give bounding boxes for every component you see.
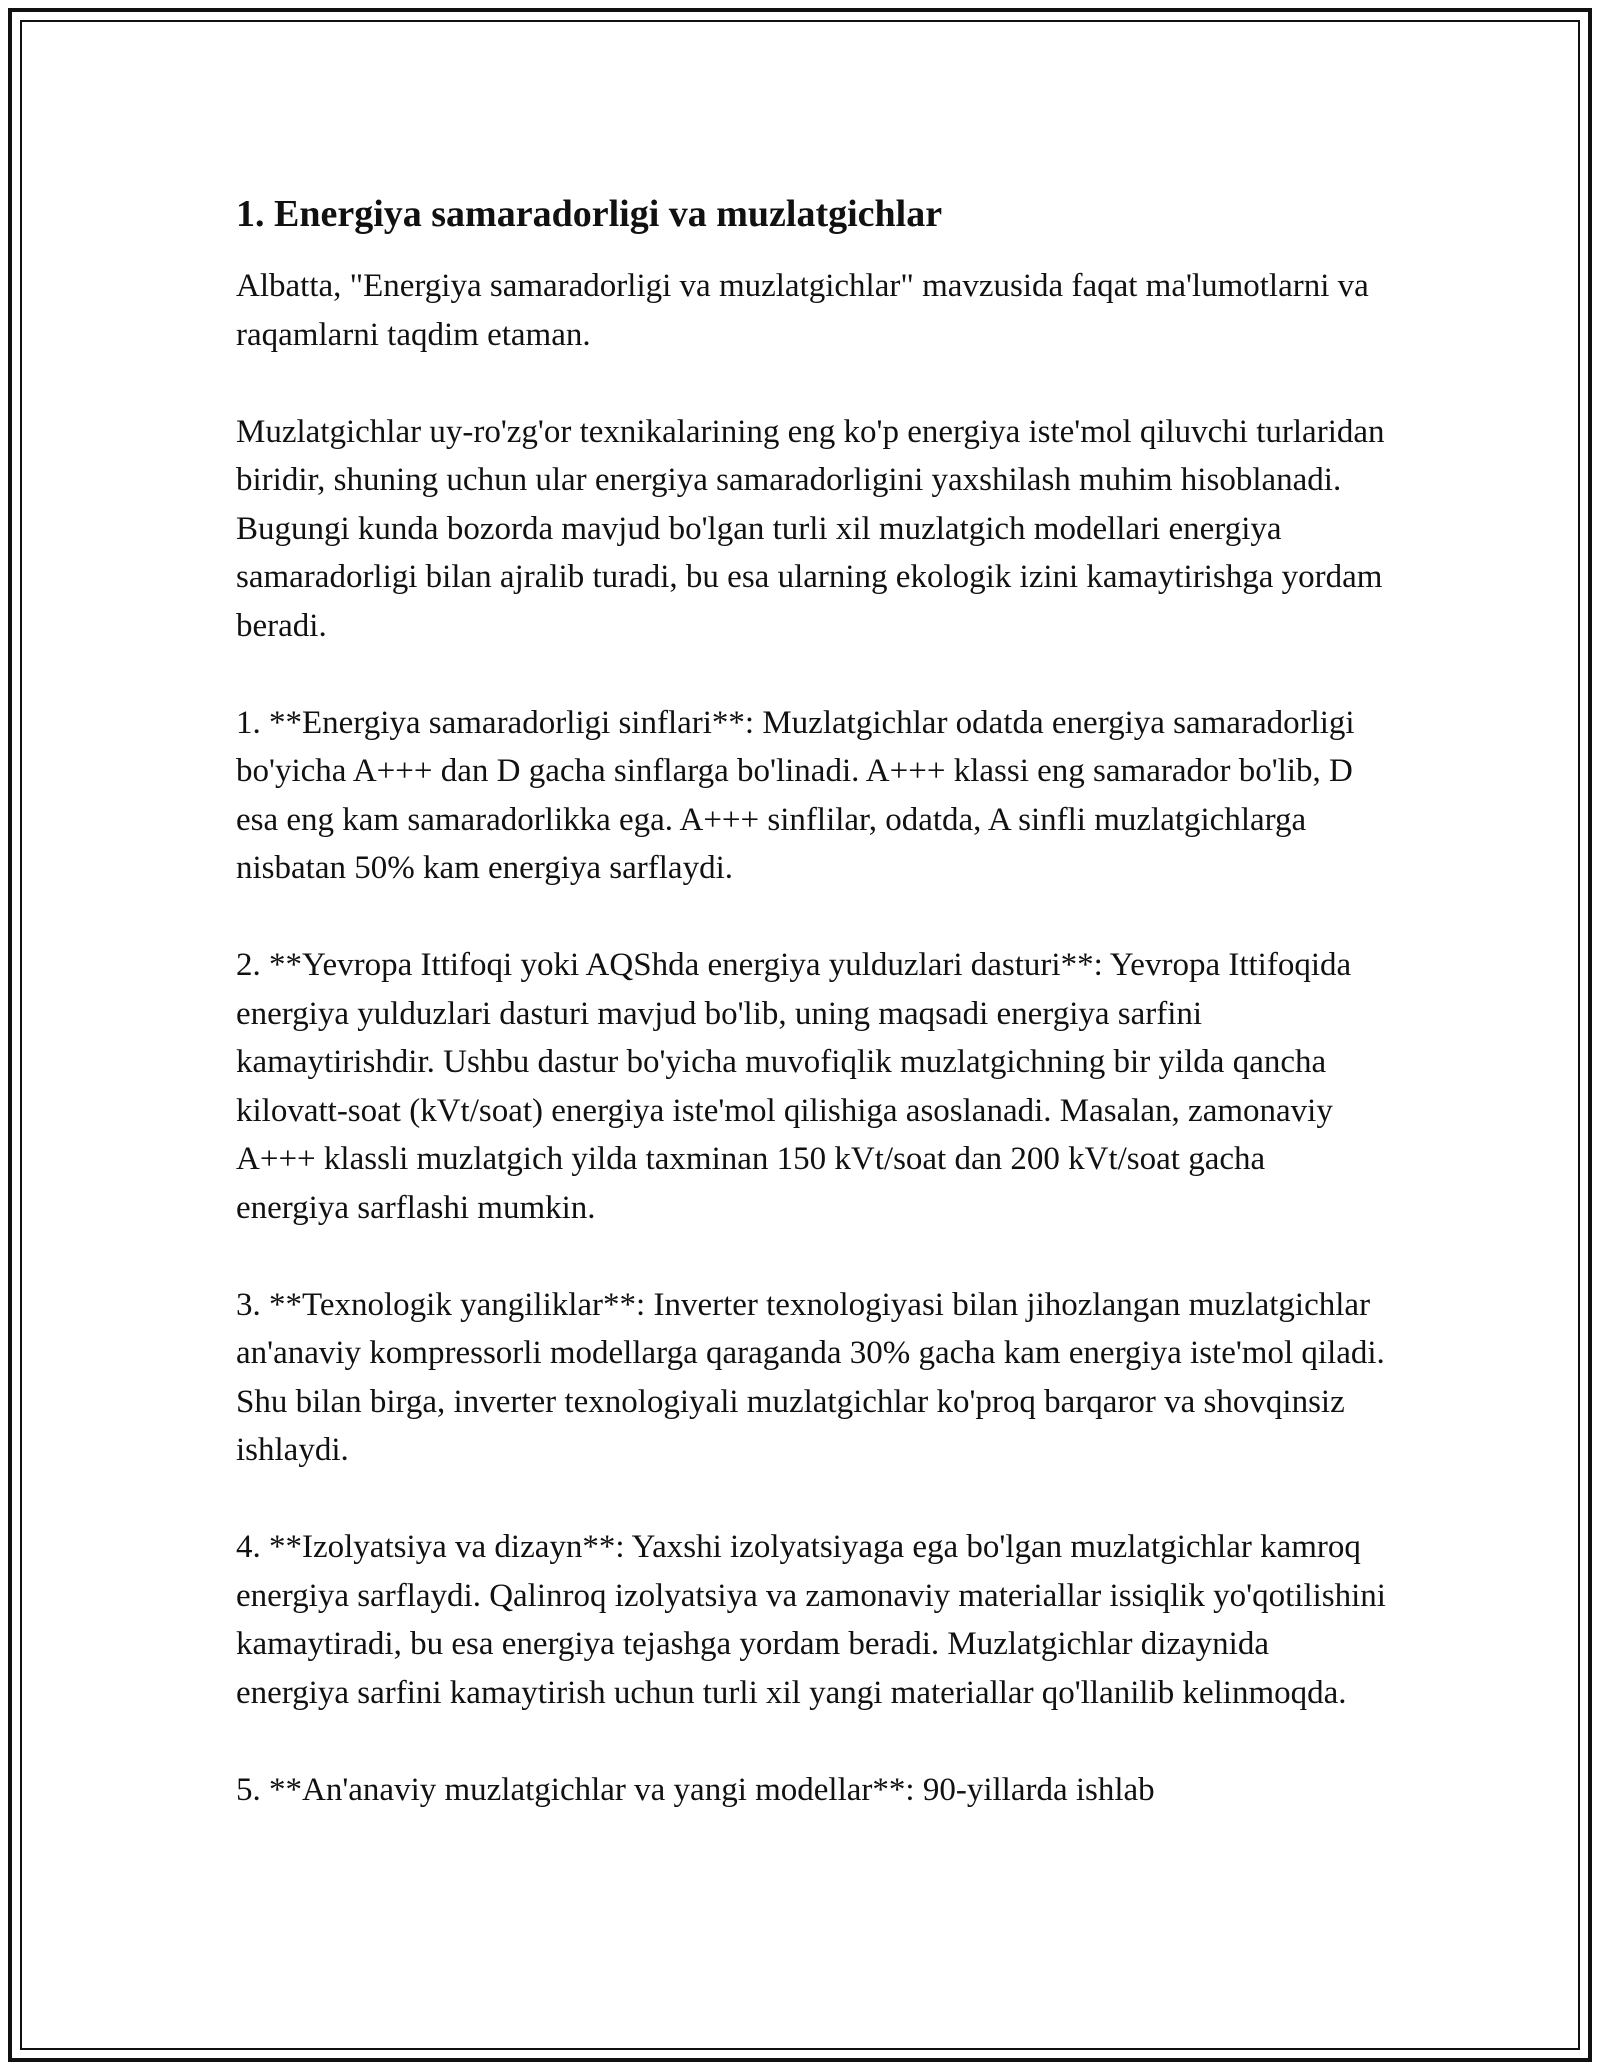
list-item-technology: 3. **Texnologik yangiliklar**: Inverter texnologiyasi bilan jihozlangan muzlatgichlar an'anaviy kompressorli modellarga qaraganda 30% gacha kam energiya iste'mol qiladi. Shu bilan birga, inverter texnologiyali muzlatgichlar ko'proq barqaror va shovqinsiz ishlaydi. — [236, 1286, 1385, 1468]
overview-paragraph: Muzlatgichlar uy-ro'zg'or texnikalarining eng ko'p energiya iste'mol qiluvchi turlaridan biridir, shuning uchun ular energiya samaradorligini yaxshilash muhim hisoblanadi. Bugungi kunda bozorda mavjud bo'lgan turli xil muzlatgich modellari energiya samaradorligi bilan ajralib turadi, bu esa ularning ekologik izini kamaytirishga yordam beradi. — [236, 413, 1385, 644]
list-item-insulation-design: 4. **Izolyatsiya va dizayn**: Yaxshi izolyatsiyaga ega bo'lgan muzlatgichlar kamroq energiya sarflaydi. Qalinroq izolyatsiya va zamonaviy materiallar issiqlik yo'qotilishini kamaytiradi, bu esa energiya tejashga yordam beradi. Muzlatgichlar dizaynida energiya sarfini kamaytirish uchun turli xil yangi materiallar qo'llanilib kelinmoqda. — [236, 1529, 1386, 1711]
list-item-efficiency-classes: 1. **Energiya samaradorligi sinflari**: Muzlatgichlar odatda energiya samaradorligi bo'yicha A+++ dan D gacha sinflarga bo'linadi. A+++ klassi eng samarador bo'lib, D esa eng kam samaradorlikka ega. A+++ sinflilar, odatda, A sinfli muzlatgichlarga nisbatan 50% kam energiya sarflaydi. — [236, 704, 1355, 886]
list-item-energy-star-program: 2. **Yevropa Ittifoqi yoki AQShda energiya yulduzlari dasturi**: Yevropa Ittifoqida energiya yulduzlari dasturi mavjud bo'lib, uning maqsadi energiya sarfini kamaytirishdir. Ushbu dastur bo'yicha muvofiqlik muzlatgichning bir yilda qancha kilovatt-soat (kVt/soat) energiya iste'mol qilishiga asoslanadi. Masalan, zamonaviy A+++ klassli muzlatgich yilda taxminan 150 kVt/soat dan 200 kVt/soat gacha energiya sarflashi mumkin. — [236, 947, 1352, 1226]
document-body — [236, 192, 1386, 1863]
document-title: 1. Energiya samaradorligi va muzlatgichlar — [236, 193, 943, 235]
list-item-traditional-vs-new: 5. **An'anaviy muzlatgichlar va yangi modellar**: 90-yillarda ishlab — [236, 1771, 1155, 1808]
intro-paragraph: Albatta, "Energiya samaradorligi va muzlatgichlar" mavzusida faqat ma'lumotlarni va raqamlarni taqdim etaman. — [236, 268, 1369, 353]
